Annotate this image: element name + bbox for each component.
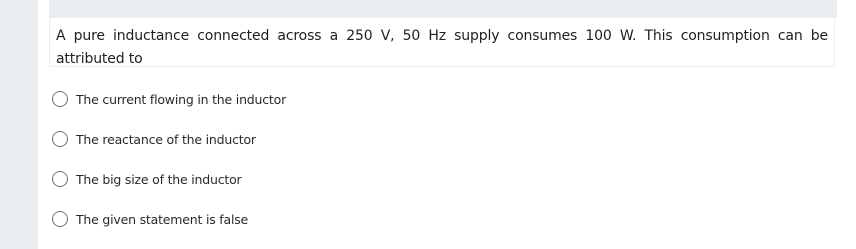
question-header-band xyxy=(49,0,837,18)
answer-option-label: The given statement is false xyxy=(76,211,249,227)
answer-option-label: The reactance of the inductor xyxy=(76,131,256,147)
answer-option-3[interactable] xyxy=(52,168,286,190)
question-box xyxy=(49,18,835,67)
answer-option-2[interactable] xyxy=(52,128,286,150)
answer-options xyxy=(52,88,286,248)
answer-option-label: The big size of the inductor xyxy=(76,171,242,187)
answer-option-1[interactable] xyxy=(52,88,286,110)
question-text: A pure inductance connected across a 250 V, 50 Hz supply consumes 100 W. This consumption can be attributed to xyxy=(56,28,828,67)
answer-option-label: The current flowing in the inductor xyxy=(76,91,287,107)
answer-option-4[interactable] xyxy=(52,208,286,230)
radio-button-icon[interactable] xyxy=(52,211,68,227)
radio-button-icon[interactable] xyxy=(52,91,68,107)
radio-button-icon[interactable] xyxy=(52,171,68,187)
radio-button-icon[interactable] xyxy=(52,131,68,147)
